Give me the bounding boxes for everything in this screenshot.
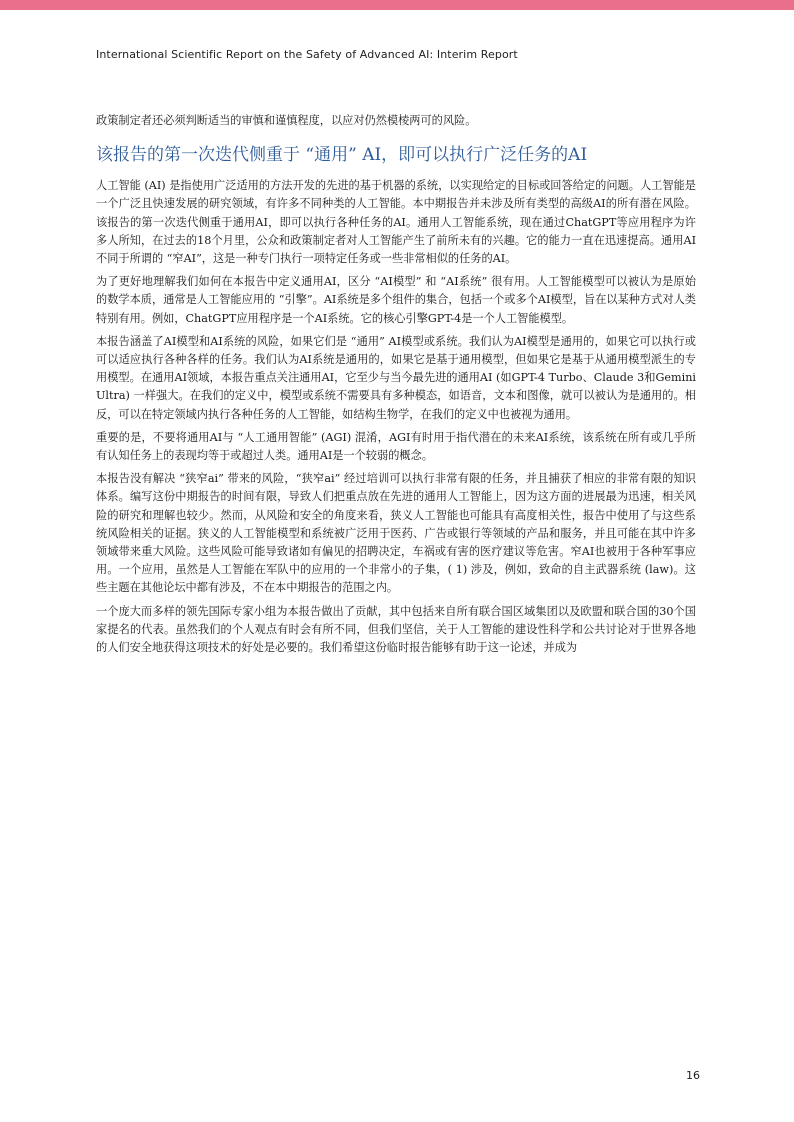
page-number: 16 (686, 1069, 700, 1082)
running-header: International Scientific Report on the Safety of Advanced AI: Interim Report (96, 48, 518, 61)
section-heading: 该报告的第一次迭代侧重于 “通用” AI，即可以执行广泛任务的AI (96, 145, 588, 166)
paragraph-3: 本报告涵盖了AI模型和AI系统的风险，如果它们是 “通用” AI模型或系统。我们认为AI模型是通用的，如果它可以执行或可以适应执行各种各样的任务。我们认为AI系统是通用的，如果它是基于通用模型，但如果它是基于从通用模型派生的专用模型。在通用AI领域，本报告重点关注通用AI，它至少与当今最先进的通用AI (如GPT-4 Turbo、Claude 3和Gemini Ultra) 一样强大。在我们的定义中，模型或系统不需要具有多种模态，如语音，文本和图像，就可以被认为是通用的。相反，可以在特定领域内执行各种任务的人工智能，如结构生物学，在我们的定义中也被视为通用。 (96, 334, 696, 421)
paragraph-6: 一个庞大而多样的领先国际专家小组为本报告做出了贡献，其中包括来自所有联合国区域集团以及欧盟和联合国的30个国家提名的代表。虽然我们的个人观点有时会有所不同，但我们坚信，关于人工智能的建设性科学和公共讨论对于世界各地的人们安全地获得这项技术的好处是必要的。我们希望这份临时报告能够有助于这一论述，并成为 (96, 604, 696, 655)
paragraph-4: 重要的是，不要将通用AI与 “人工通用智能” (AGI) 混淆，AGI有时用于指代潜在的未来AI系统，该系统在所有或几乎所有认知任务上的表现均等于或超过人类。通用AI是一个较弱的概念。 (96, 430, 696, 463)
paragraph-5: 本报告没有解决 “狭窄ai” 带来的风险，“狭窄ai” 经过培训可以执行非常有限的任务，并且捕获了相应的非常有限的知识体系。编写这份中期报告的时间有限，导致人们把重点放在先进的通用人工智能上，因为这方面的进展最为迅速，相关风险的研究和理解也较少。然而，从风险和安全的角度来看，狭义人工智能也可能具有高度相关性，报告中使用了与这些系统风险相关的证据。狭义的人工智能模型和系统被广泛用于医药、广告或银行等领域的产品和服务，并且可能在其中许多领域带来重大风险。这些风险可能导致诸如有偏见的招聘决定，车祸或有害的医疗建议等危害。窄AI也被用于各种军事应用。一个应用，虽然是人工智能在军队中的应用的一个非常小的子集，( 1) 涉及，例如，致命的自主武器系统 (law)。这些主题在其他论坛中都有涉及，不在本中期报告的范围之内。 (96, 472, 696, 595)
paragraph-1: 人工智能 (AI) 是指使用广泛适用的方法开发的先进的基于机器的系统，以实现给定的目标或回答给定的问题。人工智能是一个广泛且快速发展的研究领域，有许多不同种类的人工智能。本中期报告并未涉及所有类型的高级AI的所有潜在风险。该报告的第一次迭代侧重于通用AI，即可以执行各种任务的AI。通用人工智能系统，现在通过ChatGPT等应用程序为许多人所知，在过去的18个月里，公众和政策制定者对人工智能产生了前所未有的兴趣。它的能力一直在迅速提高。通用AI不同于所谓的 “窄AI”，这是一种专门执行一项特定任务或一些非常相似的任务的AI。 (96, 179, 696, 266)
paragraph-2: 为了更好地理解我们如何在本报告中定义通用AI，区分 “AI模型” 和 “AI系统” 很有用。人工智能模型可以被认为是原始的数学本质，通常是人工智能应用的 “引擎”。AI系统是多个组件的集合，包括一个或多个AI模型，旨在以某种方式对人类特别有用。例如，ChatGPT应用程序是一个AI系统。它的核心引擎GPT-4是一个人工智能模型。 (96, 275, 696, 325)
intro-paragraph: 政策制定者还必须判断适当的审慎和谨慎程度，以应对仍然模棱两可的风险。 (96, 114, 477, 127)
document-body (96, 112, 696, 662)
top-accent-bar (0, 0, 794, 10)
